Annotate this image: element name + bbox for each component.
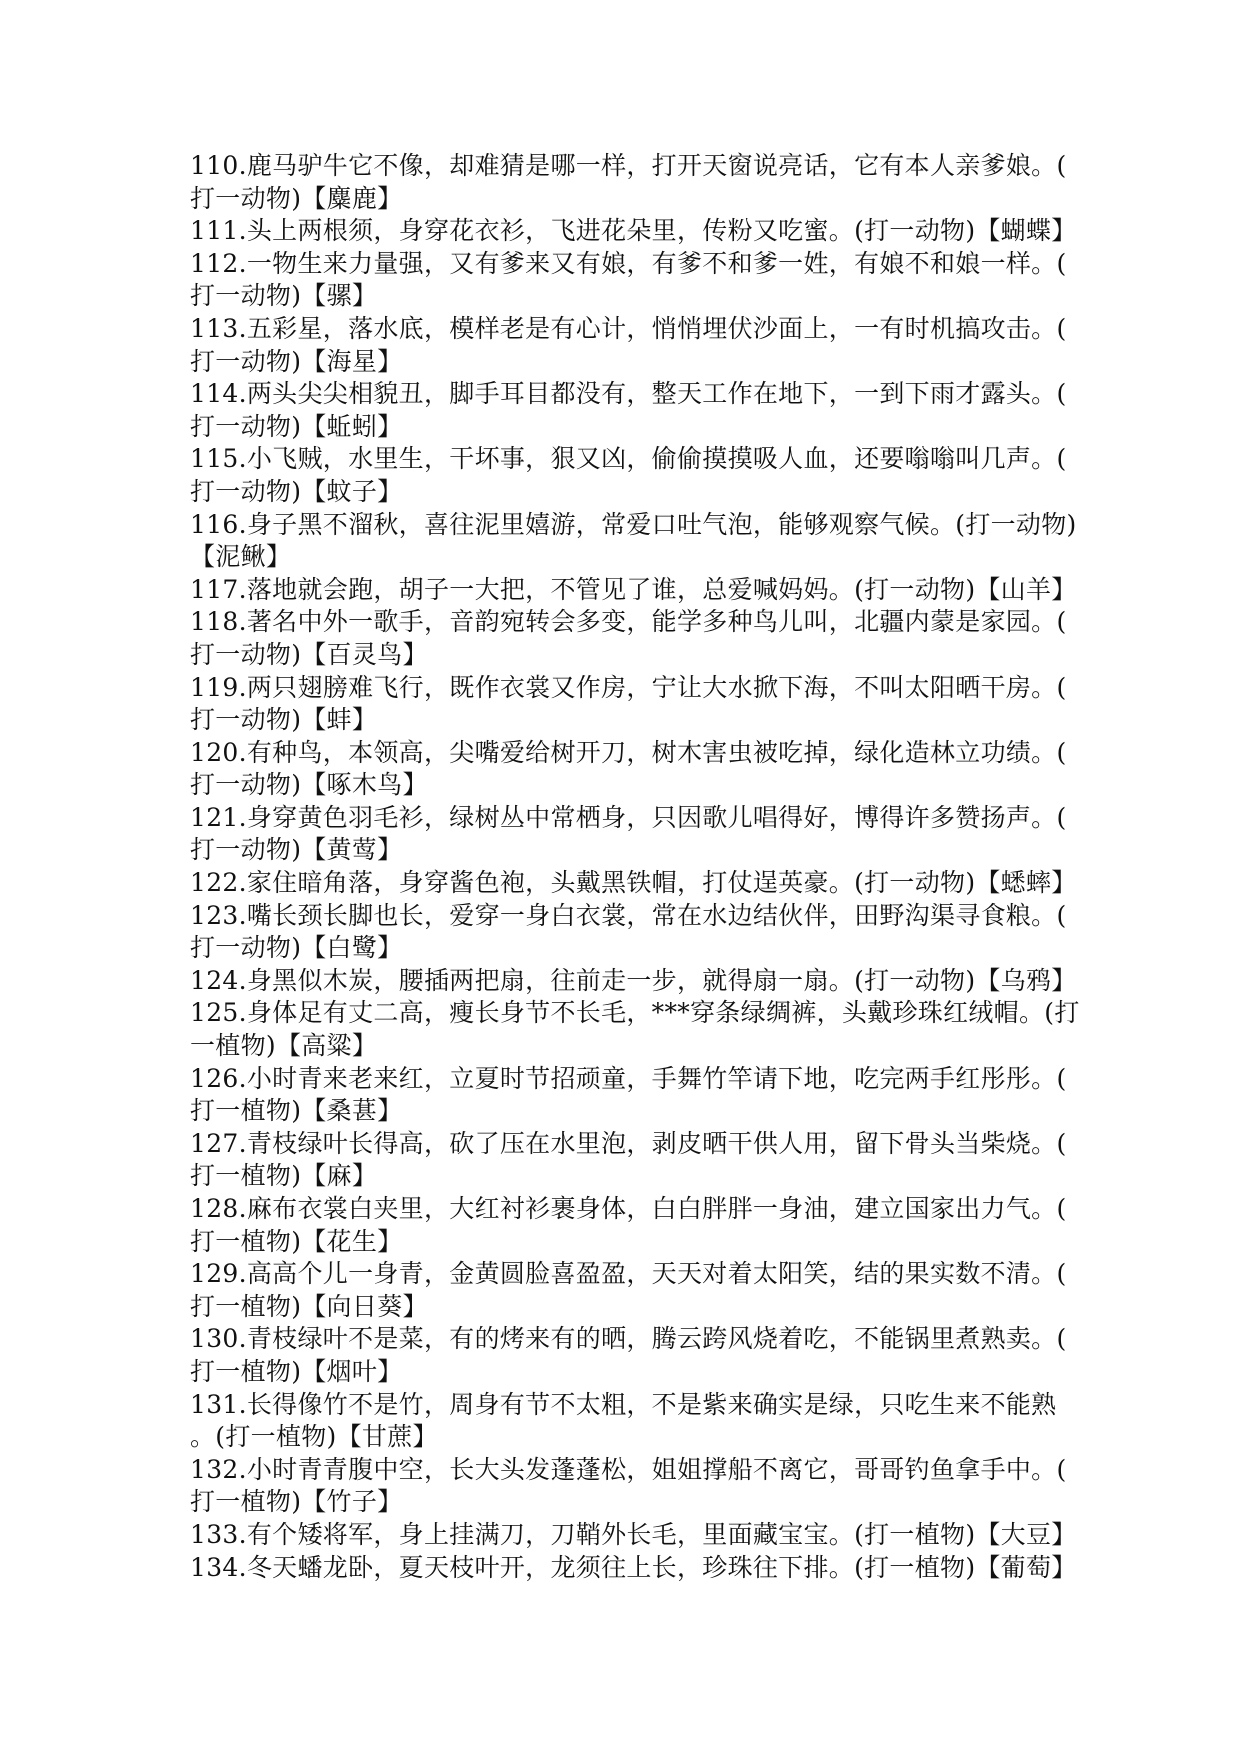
text-line: 132.小时青青腹中空，长大头发蓬蓬松，姐姐撑船不离它，哥哥钓鱼拿手中。( (190, 1454, 1067, 1484)
text-line: 124.身黑似木炭，腰插两把扇，往前走一步，就得扇一扇。(打一动物)【乌鸦】 (190, 965, 1077, 995)
text-line: 111.头上两根须，身穿花衣衫，飞进花朵里，传粉又吃蜜。(打一动物)【蝴蝶】 (190, 216, 1077, 246)
text-line: 打一植物)【花生】 (190, 1226, 403, 1256)
text-line: 119.两只翅膀难飞行，既作衣裳又作房，宁让大水掀下海，不叫太阳晒干房。( (190, 672, 1067, 702)
text-line: 。(打一植物)【甘蔗】 (190, 1422, 438, 1452)
text-line: 112.一物生来力量强，又有爹来又有娘，有爹不和爹一姓，有娘不和娘一样。( (190, 248, 1067, 278)
text-line: 打一动物)【百灵鸟】 (190, 639, 428, 669)
text-line: 128.麻布衣裳白夹里，大红衬衫裹身体，白白胖胖一身油，建立国家出力气。( (190, 1194, 1067, 1223)
text-line: 一植物)【高粱】 (190, 1031, 378, 1061)
text-line: 116.身子黑不溜秋，喜往泥里嬉游，常爱口吐气泡，能够观察气候。(打一动物) (190, 509, 1077, 539)
text-line: 打一动物)【蚌】 (190, 705, 378, 735)
text-line: 打一动物)【白鹭】 (190, 933, 403, 963)
text-line: 打一动物)【蚯蚓】 (190, 411, 403, 441)
text-line: 打一动物)【黄莺】 (190, 835, 403, 865)
text-line: 打一植物)【向日葵】 (190, 1291, 428, 1321)
text-line: 123.嘴长颈长脚也长，爱穿一身白衣裳，常在水边结伙伴，田野沟渠寻食粮。( (190, 900, 1067, 930)
text-line: 117.落地就会跑，胡子一大把，不管见了谁，总爱喊妈妈。(打一动物)【山羊】 (190, 574, 1077, 604)
text-line: 115.小飞贼，水里生，干坏事，狠又凶，偷偷摸摸吸人血，还要嗡嗡叫几声。( (190, 444, 1067, 474)
text-line: 打一动物)【啄木鸟】 (190, 770, 428, 800)
text-line: 121.身穿黄色羽毛衫，绿树丛中常栖身，只因歌儿唱得好，博得许多赞扬声。( (190, 802, 1067, 832)
text-line: 122.家住暗角落，身穿酱色袍，头戴黑铁帽，打仗逞英豪。(打一动物)【蟋蟀】 (190, 868, 1077, 898)
text-line: 打一动物)【海星】 (190, 346, 403, 376)
text-line: 134.冬天蟠龙卧，夏天枝叶开，龙须往上长，珍珠往下排。(打一植物)【葡萄】 (190, 1552, 1077, 1582)
text-line: 打一植物)【桑葚】 (190, 1096, 403, 1126)
text-line: 133.有个矮将军，身上挂满刀，刀鞘外长毛，里面藏宝宝。(打一植物)【大豆】 (190, 1519, 1077, 1549)
text-line: 113.五彩星，落水底，模样老是有心计，悄悄埋伏沙面上，一有时机搞攻击。( (190, 313, 1067, 343)
text-line: 120.有种鸟，本领高，尖嘴爱给树开刀，树木害虫被吃掉，绿化造林立功绩。( (190, 737, 1067, 767)
text-line: 打一动物)【骡】 (190, 281, 378, 311)
riddle-list (190, 150, 1080, 1584)
text-line: 118.著名中外一歌手，音韵宛转会多变，能学多种鸟儿叫，北疆内蒙是家园。( (190, 607, 1067, 637)
text-line: 129.高高个儿一身青，金黄圆脸喜盈盈，天天对着太阳笑，结的果实数不清。( (190, 1259, 1067, 1289)
text-line: 127.青枝绿叶长得高，砍了压在水里泡，剥皮晒干供人用，留下骨头当柴烧。( (190, 1128, 1067, 1158)
text-line: 打一植物)【烟叶】 (190, 1356, 403, 1386)
text-line: 125.身体足有丈二高，瘦长身节不长毛，***穿条绿绸裤，头戴珍珠红绒帽。(打 (190, 998, 1080, 1028)
text-line: 114.两头尖尖相貌丑，脚手耳目都没有，整天工作在地下，一到下雨才露头。( (190, 379, 1067, 409)
text-line: 130.青枝绿叶不是菜，有的烤来有的晒，腾云跨风烧着吃，不能锅里煮熟卖。( (190, 1324, 1067, 1354)
text-line: 打一植物)【麻】 (190, 1161, 378, 1191)
text-line: 打一植物)【竹子】 (190, 1487, 403, 1517)
text-line: 131.长得像竹不是竹，周身有节不太粗，不是紫来确实是绿，只吃生来不能熟 (190, 1389, 1057, 1419)
text-line: 打一动物)【蚊子】 (190, 476, 403, 506)
text-line: 打一动物)【麋鹿】 (190, 183, 403, 213)
text-line: 【泥鳅】 (190, 542, 292, 572)
text-line: 126.小时青来老来红，立夏时节招顽童，手舞竹竿请下地，吃完两手红彤彤。( (190, 1063, 1067, 1093)
text-line: 110.鹿马驴牛它不像，却难猜是哪一样，打开天窗说亮话，它有本人亲爹娘。( (190, 151, 1067, 180)
